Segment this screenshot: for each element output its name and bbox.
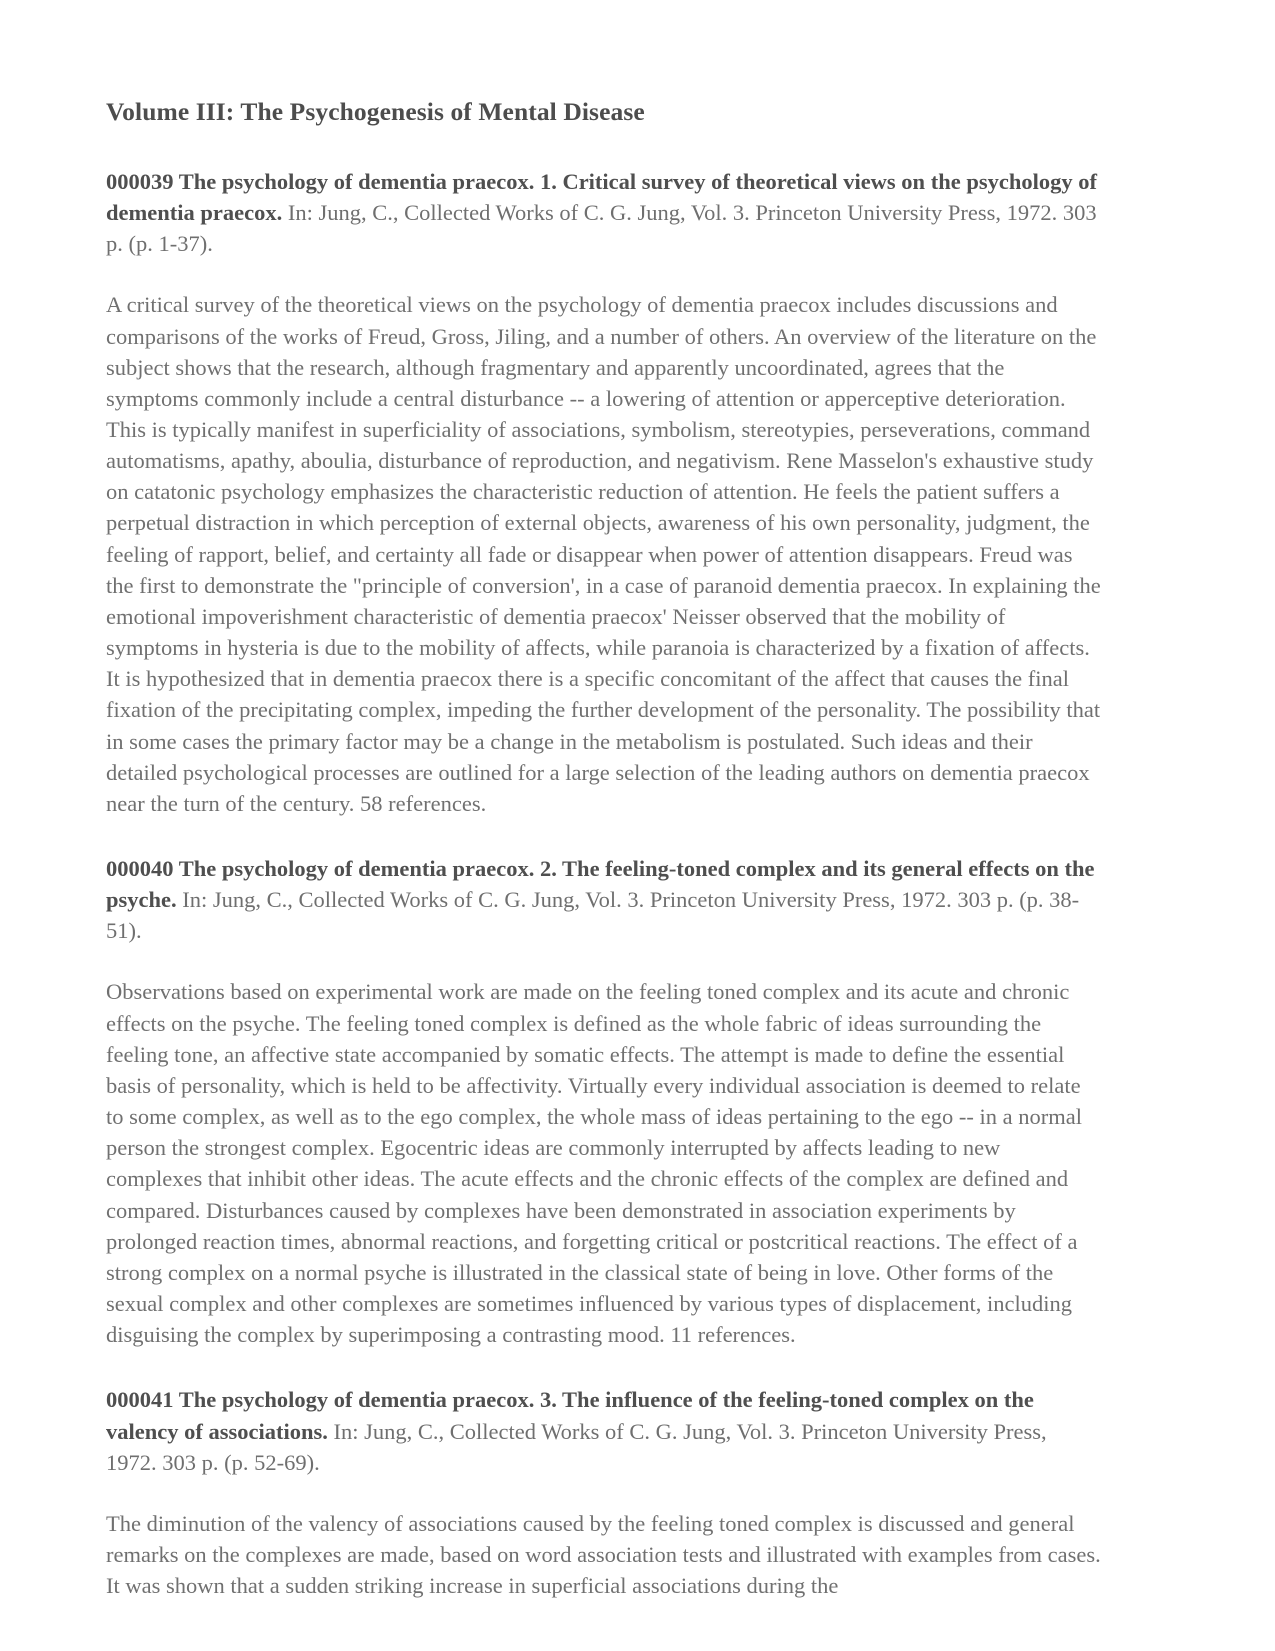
citation-entry-000041 — [106, 1384, 1101, 1477]
abstract-000039: A critical survey of the theoretical views on the psychology of dementia praecox includes discussions and comparisons of the works of Freud, Gross, Jiling, and a number of others. An overview of the literature on the subject shows that the research, although fragmentary and apparently uncoordinated, agrees that the symptoms commonly include a central disturbance -- a lowering of attention or apperceptive deterioration. This is typically manifest in superficiality of associations, symbolism, stereotypies, perseverations, command automatisms, apathy, aboulia, disturbance of reproduction, and negativism. Rene Masselon's exhaustive study on catatonic psychology emphasizes the characteristic reduction of attention. He feels the patient suffers a perpetual distraction in which perception of external objects, awareness of his own personality, judgment, the feeling of rapport, belief, and certainty all fade or disappear when power of attention disappears. Freud was the first to demonstrate the "principle of conversion', in a case of paranoid dementia praecox. In explaining the emotional impoverishment characteristic of dementia praecox' Neisser observed that the mobility of symptoms in hysteria is due to the mobility of affects, while paranoia is characterized by a fixation of affects. It is hypothesized that in dementia praecox there is a specific concomitant of the affect that causes the final fixation of the precipitating complex, impeding the further development of the personality. The possibility that in some cases the primary factor may be a change in the metabolism is postulated. Such ideas and their detailed psychological processes are outlined for a large selection of the leading authors on dementia praecox near the turn of the century. 58 references. — [106, 292, 1101, 816]
citation-title: 000040 The psychology of dementia praecox. 2. The feeling-toned complex and its general effects on the psyche. — [106, 856, 1095, 913]
document-content — [106, 96, 1101, 1601]
citation-source: In: Jung, C., Collected Works of C. G. Jung, Vol. 3. Princeton University Press, 1972. 303 p. (p. 1-37). — [106, 200, 1097, 257]
citation-title: 000041 The psychology of dementia praecox. 3. The influence of the feeling-toned complex on the valency of associations. — [106, 1387, 1034, 1444]
citation-entry-000040 — [106, 853, 1101, 946]
citation-title: 000039 The psychology of dementia praecox. 1. Critical survey of theoretical views on the psychology of dementia praecox. — [106, 168, 1097, 226]
page-title: Volume III: The Psychogenesis of Mental Disease — [106, 97, 645, 126]
citation-source: In: Jung, C., Collected Works of C. G. Jung, Vol. 3. Princeton University Press, 1972. 303 p. (p. 52-69). — [106, 1418, 1047, 1475]
abstract-000040: Observations based on experimental work are made on the feeling toned complex and its acute and chronic effects on the psyche. The feeling toned complex is defined as the whole fabric of ideas surrounding the feeling tone, an affective state accompanied by somatic effects. The attempt is made to define the essential basis of personality, which is held to be affectivity. Virtually every individual association is deemed to relate to some complex, as well as to the ego complex, the whole mass of ideas pertaining to the ego -- in a normal person the strongest complex. Egocentric ideas are commonly interrupted by affects leading to new complexes that inhibit other ideas. The acute effects and the chronic effects of the complex are defined and compared. Disturbances caused by complexes have been demonstrated in association experiments by prolonged reaction times, abnormal reactions, and forgetting critical or postcritical reactions. The effect of a strong complex on a normal psyche is illustrated in the classical state of being in love. Other forms of the sexual complex and other complexes are sometimes influenced by various types of displacement, including disguising the complex by superimposing a contrasting mood. 11 references. — [106, 979, 1082, 1348]
citation-entry-000039 — [106, 166, 1101, 259]
abstract-000041: The diminution of the valency of associations caused by the feeling toned complex is discussed and general remarks on the complexes are made, based on word association tests and illustrated with examples from cases. It was shown that a sudden striking increase in superficial associations during the — [106, 1510, 1101, 1599]
citation-source: In: Jung, C., Collected Works of C. G. Jung, Vol. 3. Princeton University Press, 1972. 303 p. (p. 38-51). — [106, 887, 1080, 944]
